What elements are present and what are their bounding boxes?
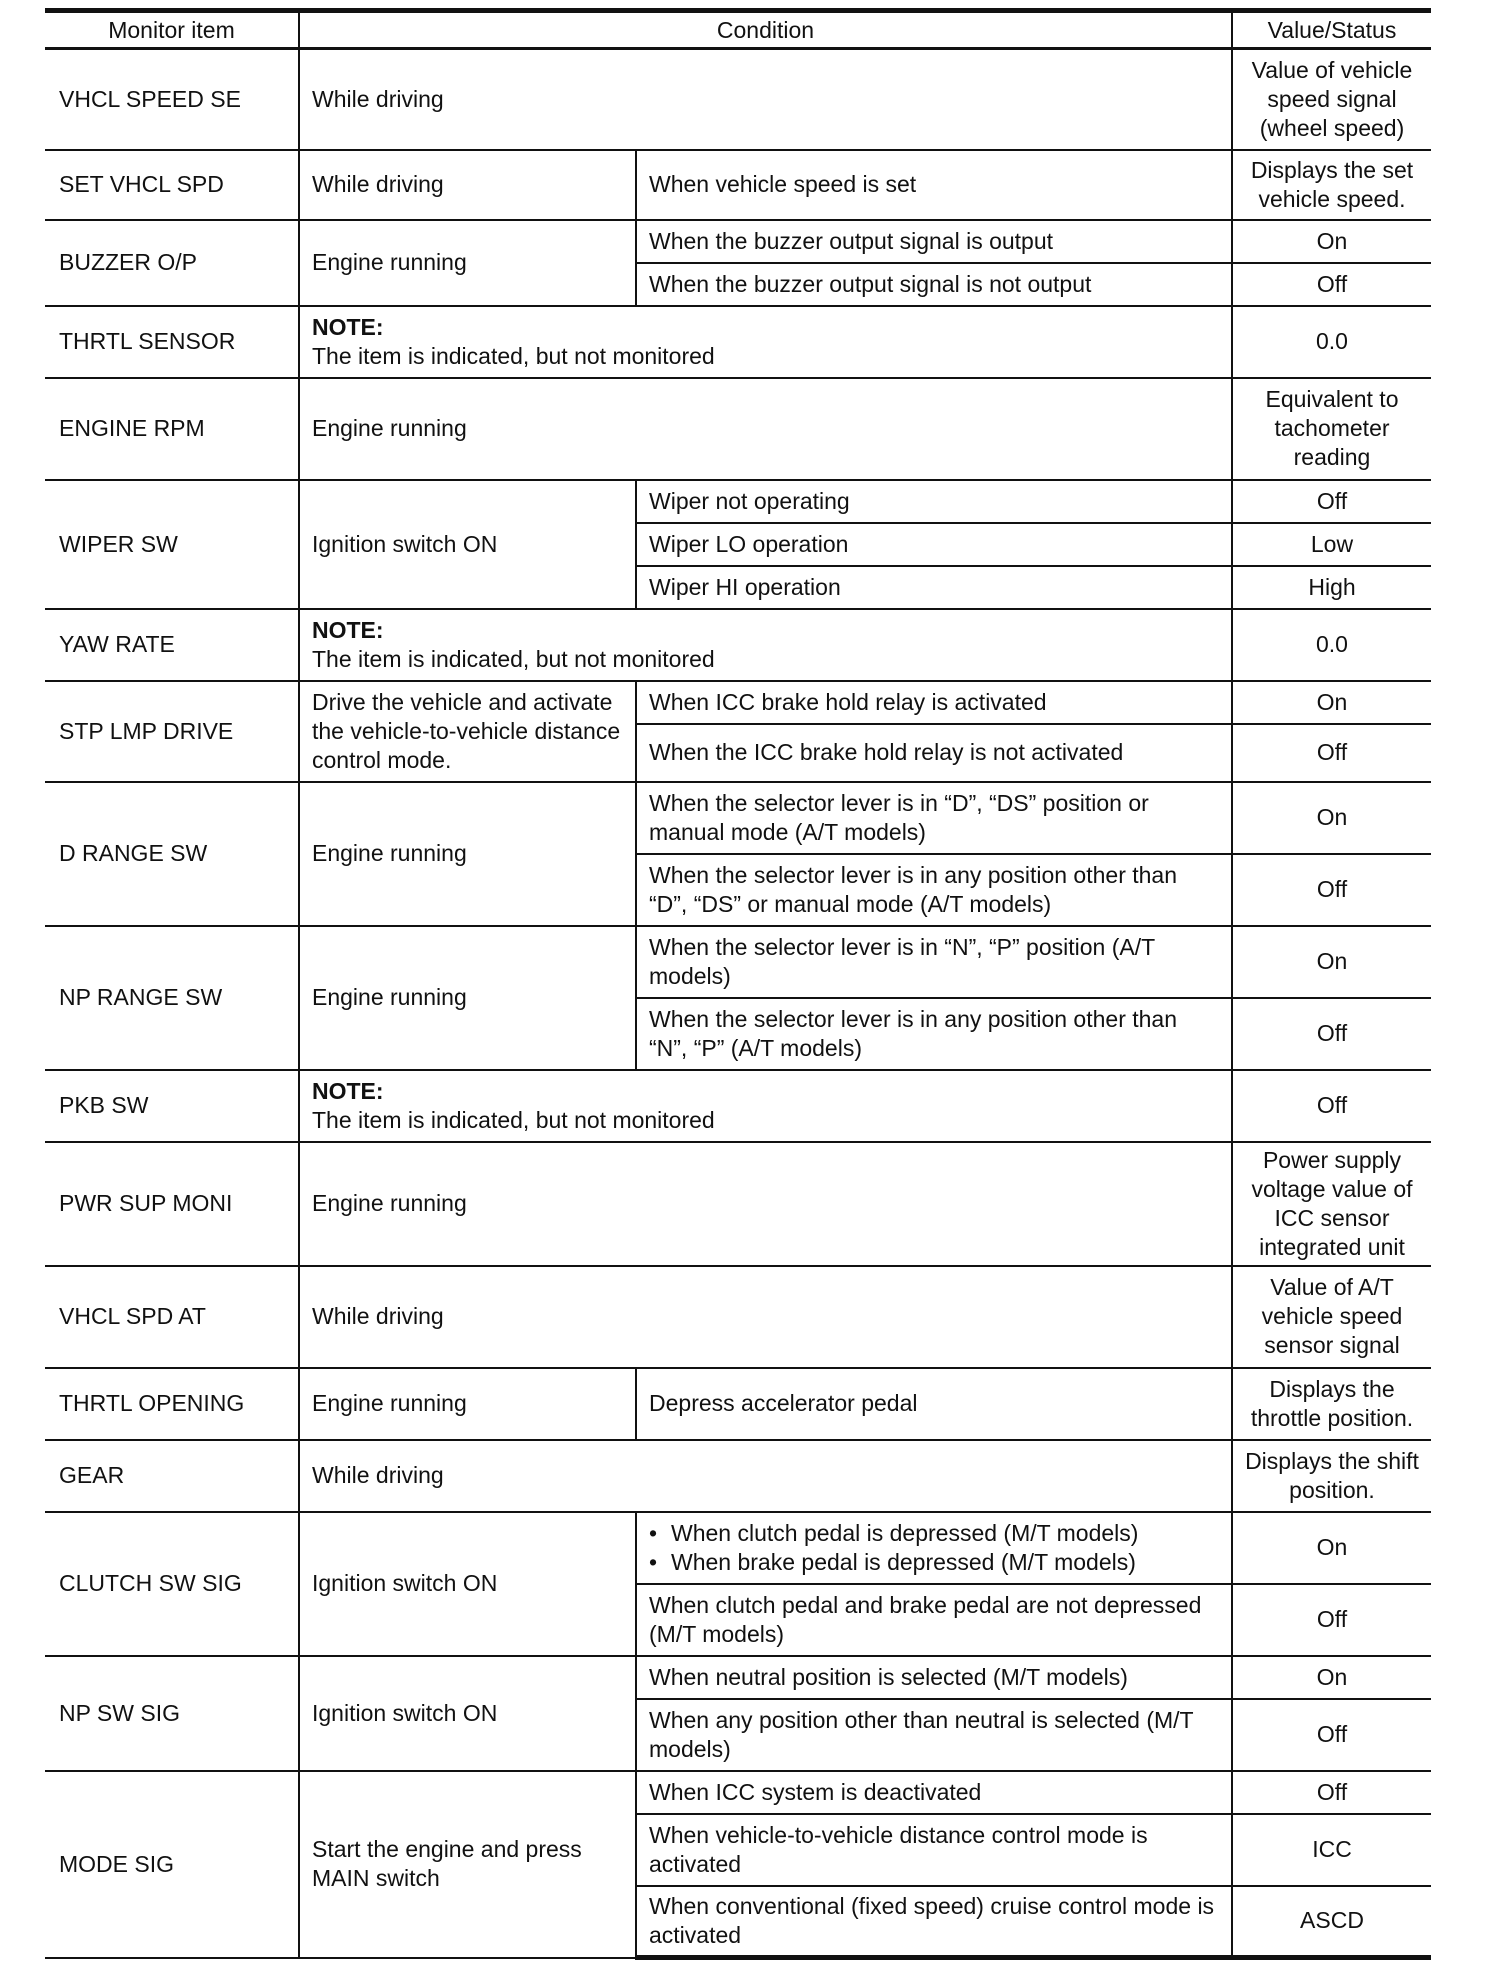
- value-status-cell: On: [1232, 1512, 1431, 1584]
- table-row: [45, 220, 1431, 263]
- sub-condition-cell: Depress accelerator pedal: [636, 1368, 1232, 1440]
- condition-cell: While driving: [299, 1440, 1232, 1512]
- monitor-item-cell: PWR SUP MONI: [45, 1142, 299, 1266]
- condition-cell: While driving: [299, 49, 1232, 150]
- table-row: [45, 1070, 1431, 1142]
- monitor-item-cell: GEAR: [45, 1440, 299, 1512]
- note-label: NOTE:: [312, 1077, 384, 1104]
- bullet-item: • When brake pedal is depressed (M/T models): [649, 1548, 1219, 1577]
- table-row: [45, 681, 1431, 724]
- value-status-cell: Off: [1232, 1771, 1431, 1814]
- table-row: [45, 1142, 1431, 1266]
- monitor-item-cell: THRTL OPENING: [45, 1368, 299, 1440]
- value-status-cell: ASCD: [1232, 1886, 1431, 1958]
- condition-cell: Engine running: [299, 220, 636, 306]
- value-status-cell: On: [1232, 782, 1431, 854]
- monitor-item-cell: CLUTCH SW SIG: [45, 1512, 299, 1656]
- condition-cell: Ignition switch ON: [299, 1656, 636, 1771]
- monitor-item-cell: VHCL SPEED SE: [45, 49, 299, 150]
- value-status-cell: Displays the throttle position.: [1232, 1368, 1431, 1440]
- value-status-cell: Off: [1232, 263, 1431, 306]
- sub-condition-cell: When the selector lever is in “N”, “P” position (A/T models): [636, 926, 1232, 998]
- monitor-item-cell: SET VHCL SPD: [45, 150, 299, 220]
- monitor-item-cell: BUZZER O/P: [45, 220, 299, 306]
- condition-cell: While driving: [299, 150, 636, 220]
- table-row: [45, 1368, 1431, 1440]
- value-status-cell: Low: [1232, 523, 1431, 566]
- table-row: [45, 1440, 1431, 1512]
- sub-condition-cell: [636, 1512, 1232, 1584]
- value-status-cell: Equivalent to tachometer reading: [1232, 378, 1431, 480]
- value-status-cell: ICC: [1232, 1814, 1431, 1886]
- value-status-cell: On: [1232, 926, 1431, 998]
- sub-condition-cell: When ICC system is deactivated: [636, 1771, 1232, 1814]
- value-status-cell: On: [1232, 220, 1431, 263]
- monitor-item-table: [45, 8, 1431, 1960]
- note-text: The item is indicated, but not monitored: [312, 1106, 715, 1133]
- table-row: [45, 480, 1431, 523]
- table-row: [45, 926, 1431, 998]
- sub-condition-cell: When conventional (fixed speed) cruise control mode is activated: [636, 1886, 1232, 1958]
- sub-condition-cell: When the buzzer output signal is output: [636, 220, 1232, 263]
- condition-cell: Ignition switch ON: [299, 1512, 636, 1656]
- monitor-item-cell: NP SW SIG: [45, 1656, 299, 1771]
- value-status-cell: 0.0: [1232, 306, 1431, 378]
- condition-cell: While driving: [299, 1266, 1232, 1368]
- sub-condition-cell: When the selector lever is in any position other than “N”, “P” (A/T models): [636, 998, 1232, 1070]
- condition-cell: Engine running: [299, 926, 636, 1070]
- value-status-cell: Value of vehicle speed signal (wheel speed): [1232, 49, 1431, 150]
- bullet-item: • When clutch pedal is depressed (M/T models): [649, 1519, 1219, 1548]
- value-status-cell: Off: [1232, 724, 1431, 782]
- sub-condition-cell: When clutch pedal and brake pedal are not depressed (M/T models): [636, 1584, 1232, 1656]
- condition-cell: Start the engine and press MAIN switch: [299, 1771, 636, 1958]
- header-monitor-item: Monitor item: [45, 11, 299, 49]
- table-row: [45, 306, 1431, 378]
- note-label: NOTE:: [312, 616, 384, 643]
- sub-condition-cell: When the selector lever is in “D”, “DS” position or manual mode (A/T models): [636, 782, 1232, 854]
- monitor-item-cell: VHCL SPD AT: [45, 1266, 299, 1368]
- table-row: [45, 1656, 1431, 1699]
- condition-cell: Engine running: [299, 378, 1232, 480]
- sub-condition-cell: When vehicle speed is set: [636, 150, 1232, 220]
- monitor-item-cell: D RANGE SW: [45, 782, 299, 926]
- note-cell: [299, 1070, 1232, 1142]
- monitor-item-cell: WIPER SW: [45, 480, 299, 609]
- sub-condition-cell: Wiper not operating: [636, 480, 1232, 523]
- sub-condition-cell: When neutral position is selected (M/T models): [636, 1656, 1232, 1699]
- table-row: [45, 1266, 1431, 1368]
- value-status-cell: Off: [1232, 854, 1431, 926]
- header-condition: Condition: [299, 11, 1232, 49]
- value-status-cell: Displays the set vehicle speed.: [1232, 150, 1431, 220]
- value-status-cell: Power supply voltage value of ICC sensor integrated unit: [1232, 1142, 1431, 1266]
- value-status-cell: Off: [1232, 998, 1431, 1070]
- value-status-cell: On: [1232, 1656, 1431, 1699]
- sub-condition-cell: Wiper LO operation: [636, 523, 1232, 566]
- sub-condition-cell: When the ICC brake hold relay is not activated: [636, 724, 1232, 782]
- value-status-cell: Off: [1232, 1584, 1431, 1656]
- value-status-cell: Value of A/T vehicle speed sensor signal: [1232, 1266, 1431, 1368]
- sub-condition-cell: When any position other than neutral is selected (M/T models): [636, 1699, 1232, 1771]
- header-value-status: Value/Status: [1232, 11, 1431, 49]
- table-header-row: [45, 11, 1431, 49]
- sub-condition-cell: When ICC brake hold relay is activated: [636, 681, 1232, 724]
- value-status-cell: High: [1232, 566, 1431, 609]
- sub-condition-cell: Wiper HI operation: [636, 566, 1232, 609]
- table-row: [45, 1512, 1431, 1584]
- condition-cell: Engine running: [299, 1368, 636, 1440]
- value-status-cell: 0.0: [1232, 609, 1431, 681]
- value-status-cell: On: [1232, 681, 1431, 724]
- note-cell: [299, 306, 1232, 378]
- condition-cell: Ignition switch ON: [299, 480, 636, 609]
- table-row: [45, 609, 1431, 681]
- table-row: [45, 378, 1431, 480]
- monitor-item-cell: NP RANGE SW: [45, 926, 299, 1070]
- sub-condition-cell: When vehicle-to-vehicle distance control mode is activated: [636, 1814, 1232, 1886]
- value-status-cell: Displays the shift position.: [1232, 1440, 1431, 1512]
- monitor-item-cell: ENGINE RPM: [45, 378, 299, 480]
- value-status-cell: Off: [1232, 480, 1431, 523]
- monitor-item-cell: MODE SIG: [45, 1771, 299, 1958]
- monitor-item-cell: PKB SW: [45, 1070, 299, 1142]
- note-text: The item is indicated, but not monitored: [312, 342, 715, 369]
- table-row: [45, 150, 1431, 220]
- value-status-cell: Off: [1232, 1699, 1431, 1771]
- value-status-cell: Off: [1232, 1070, 1431, 1142]
- table-body: [45, 49, 1431, 1958]
- condition-cell: Engine running: [299, 1142, 1232, 1266]
- note-cell: [299, 609, 1232, 681]
- table-row: [45, 49, 1431, 150]
- condition-cell: Engine running: [299, 782, 636, 926]
- condition-cell: Drive the vehicle and activate the vehicle-to-vehicle distance control mode.: [299, 681, 636, 782]
- note-label: NOTE:: [312, 313, 384, 340]
- table-row: [45, 1771, 1431, 1814]
- sub-condition-cell: When the buzzer output signal is not output: [636, 263, 1232, 306]
- monitor-item-cell: THRTL SENSOR: [45, 306, 299, 378]
- note-text: The item is indicated, but not monitored: [312, 645, 715, 672]
- sub-condition-cell: When the selector lever is in any position other than “D”, “DS” or manual mode (A/T models): [636, 854, 1232, 926]
- table-row: [45, 782, 1431, 854]
- monitor-item-cell: YAW RATE: [45, 609, 299, 681]
- monitor-item-cell: STP LMP DRIVE: [45, 681, 299, 782]
